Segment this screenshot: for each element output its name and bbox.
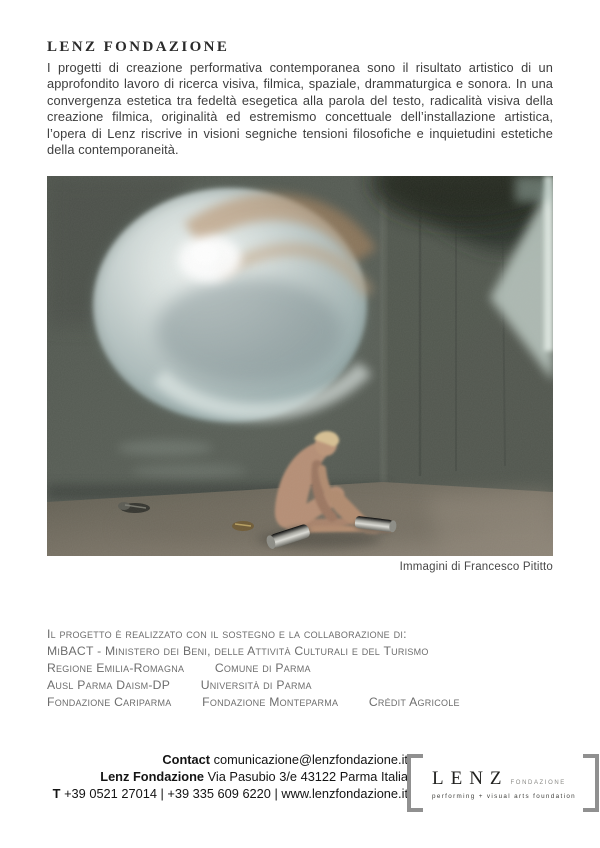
- sponsor-mibact: MiBACT - Ministero dei Beni, delle Attività Culturali e del Turismo: [47, 644, 429, 658]
- page-title: LENZ FONDAZIONE: [47, 39, 230, 55]
- logo-center: [423, 766, 583, 800]
- contact-label: Contact: [162, 752, 211, 767]
- performance-photo: [47, 176, 553, 556]
- sponsor-row-fondazioni: [47, 694, 553, 711]
- sponsor-row-ausl: [47, 677, 553, 694]
- sponsor-regione-emilia-romagna: Regione Emilia-Romagna: [47, 661, 185, 675]
- sponsor-row-regione: [47, 660, 553, 677]
- performance-photo-image: [47, 176, 553, 556]
- logo-wordmark: LENZ: [432, 768, 509, 789]
- sponsor-ausl-parma: Ausl Parma Daism-DP: [47, 678, 171, 692]
- contact-email-link[interactable]: comunicazione@lenzfondazione.it: [213, 752, 408, 767]
- logo-bracket-left-icon: [407, 754, 423, 812]
- sponsor-universita-di-parma: Università di Parma: [200, 678, 312, 692]
- website-link[interactable]: www.lenzfondazione.it: [281, 786, 408, 802]
- sponsor-comune-di-parma: Comune di Parma: [214, 661, 311, 675]
- intro-paragraph: I progetti di creazione performativa contemporanea sono il risultato artistico di un approfondito lavoro di ricerca visiva, filmica, spaziale, drammaturgica e sonora. In una convergenza estetica tra fedeltà esegetica alla parola del testo, radicalità visiva della creazione filmica, originalità ed estremismo concettuale dell’installazione artistica, l’opera di Lenz riscrive in visioni segniche tensioni filosofiche e inquietudini estetiche della contemporaneità.: [47, 60, 553, 158]
- logo-tagline: performing + visual arts foundation: [432, 793, 577, 800]
- org-name: Lenz Fondazione: [100, 769, 205, 785]
- org-address: Via Pasubio 3/e 43122 Parma Italia: [207, 769, 408, 785]
- sponsor-fondazione-cariparma: Fondazione Cariparma: [47, 695, 172, 709]
- footer-contact-line: [47, 751, 408, 768]
- photo-caption: Immagini di Francesco Pititto: [399, 561, 553, 573]
- lenz-logo: [407, 754, 599, 812]
- phone-label: T: [52, 786, 61, 802]
- footer-contact-block: [47, 751, 408, 803]
- logo-bracket-right-icon: [583, 754, 599, 812]
- separator: |: [274, 786, 278, 802]
- sponsor-credit-agricole: Crédit Agricole: [368, 695, 460, 709]
- sponsors-section: [47, 626, 553, 711]
- phone-numbers: +39 0521 27014 | +39 335 609 6220: [64, 786, 271, 802]
- sponsor-fondazione-monteparma: Fondazione Monteparma: [202, 695, 339, 709]
- sponsors-heading: Il progetto è realizzato con il sostegno e la collaborazione di:: [47, 627, 407, 641]
- logo-fondazione-label: FONDAZIONE: [510, 780, 566, 786]
- footer-address-line: [47, 768, 408, 785]
- footer-phone-line: [47, 785, 408, 802]
